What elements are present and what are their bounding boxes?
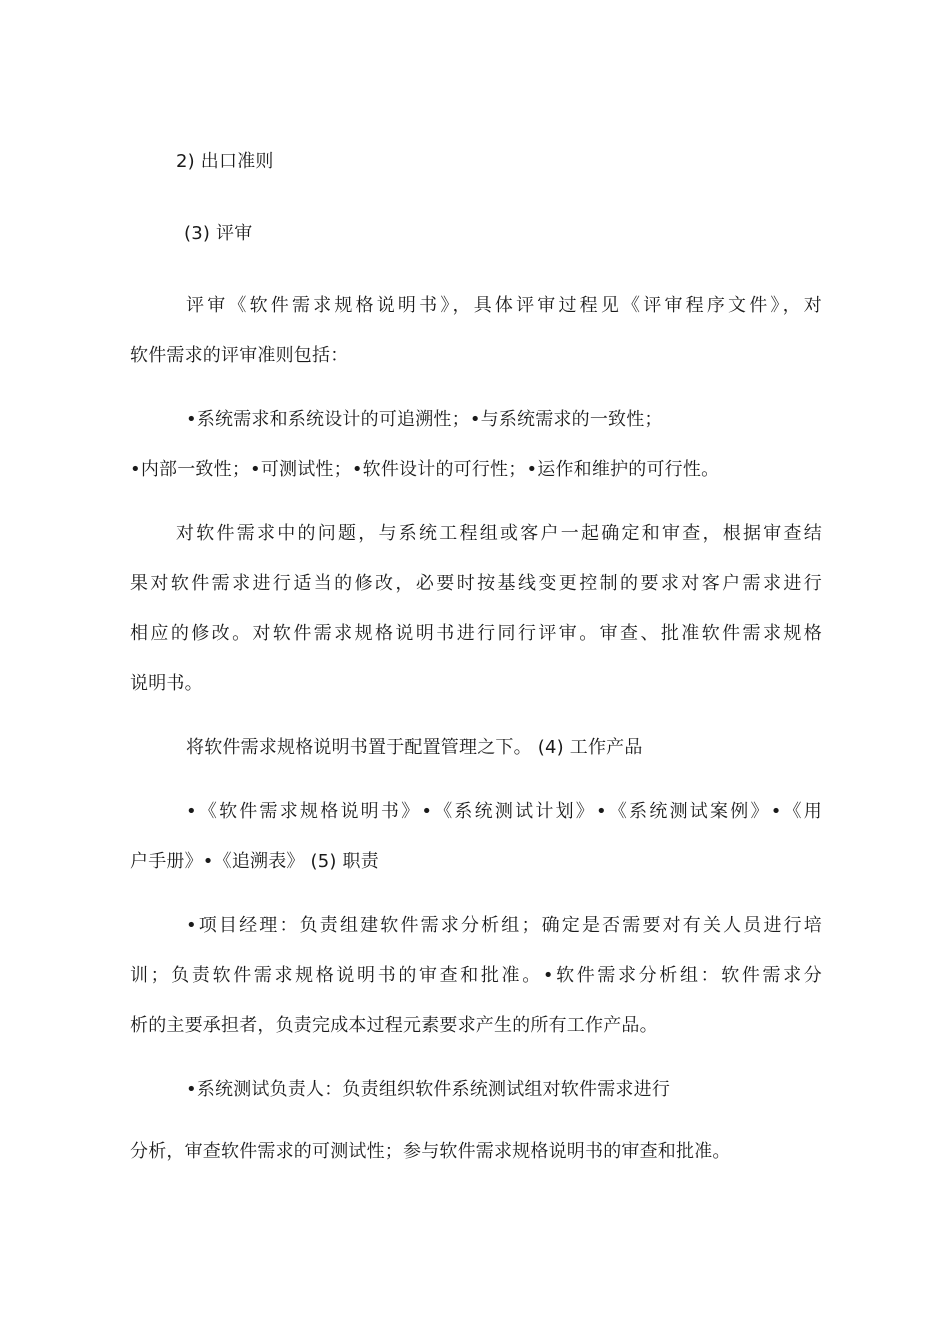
heading-review: (3) 评审: [184, 223, 253, 244]
responsibilities-line: •项目经理：负责组建软件需求分析组；确定是否需要对有关人员进行培: [186, 915, 822, 936]
paragraph-review-line: 软件需求的评审准则包括：: [130, 345, 349, 366]
work-products-line: 户手册》•《追溯表》 (5) 职责: [130, 851, 379, 872]
paragraph-issues-line: 果对软件需求进行适当的修改，必要时按基线变更控制的要求对客户需求进行: [130, 573, 822, 594]
paragraph-issues-line: 对软件需求中的问题，与系统工程组或客户一起确定和审查，根据审查结: [176, 523, 822, 544]
responsibilities-line: 析的主要承担者，负责完成本过程元素要求产生的所有工作产品。: [130, 1015, 658, 1036]
criteria-bullets-line: •系统需求和系统设计的可追溯性；•与系统需求的一致性；: [186, 409, 663, 430]
paragraph-review-line: 评审《软件需求规格说明书》，具体评审过程见《评审程序文件》，对: [186, 295, 822, 316]
criteria-bullets-line: •内部一致性；•可测试性；•软件设计的可行性；•运作和维护的可行性。: [130, 459, 720, 480]
paragraph-config-line: 将软件需求规格说明书置于配置管理之下。 (4) 工作产品: [186, 737, 643, 758]
heading-exit-criteria: 2) 出口准则: [176, 151, 274, 172]
test-lead-line: 分析，审查软件需求的可测试性；参与软件需求规格说明书的审查和批准。: [130, 1141, 731, 1162]
responsibilities-line: 训；负责软件需求规格说明书的审查和批准。•软件需求分析组：软件需求分: [130, 965, 822, 986]
test-lead-line: •系统测试负责人：负责组织软件系统测试组对软件需求进行: [186, 1079, 671, 1100]
work-products-line: •《软件需求规格说明书》•《系统测试计划》•《系统测试案例》•《用: [186, 801, 822, 822]
paragraph-issues-line: 说明书。: [130, 673, 203, 694]
paragraph-issues-line: 相应的修改。对软件需求规格说明书进行同行评审。审查、批准软件需求规格: [130, 623, 822, 644]
